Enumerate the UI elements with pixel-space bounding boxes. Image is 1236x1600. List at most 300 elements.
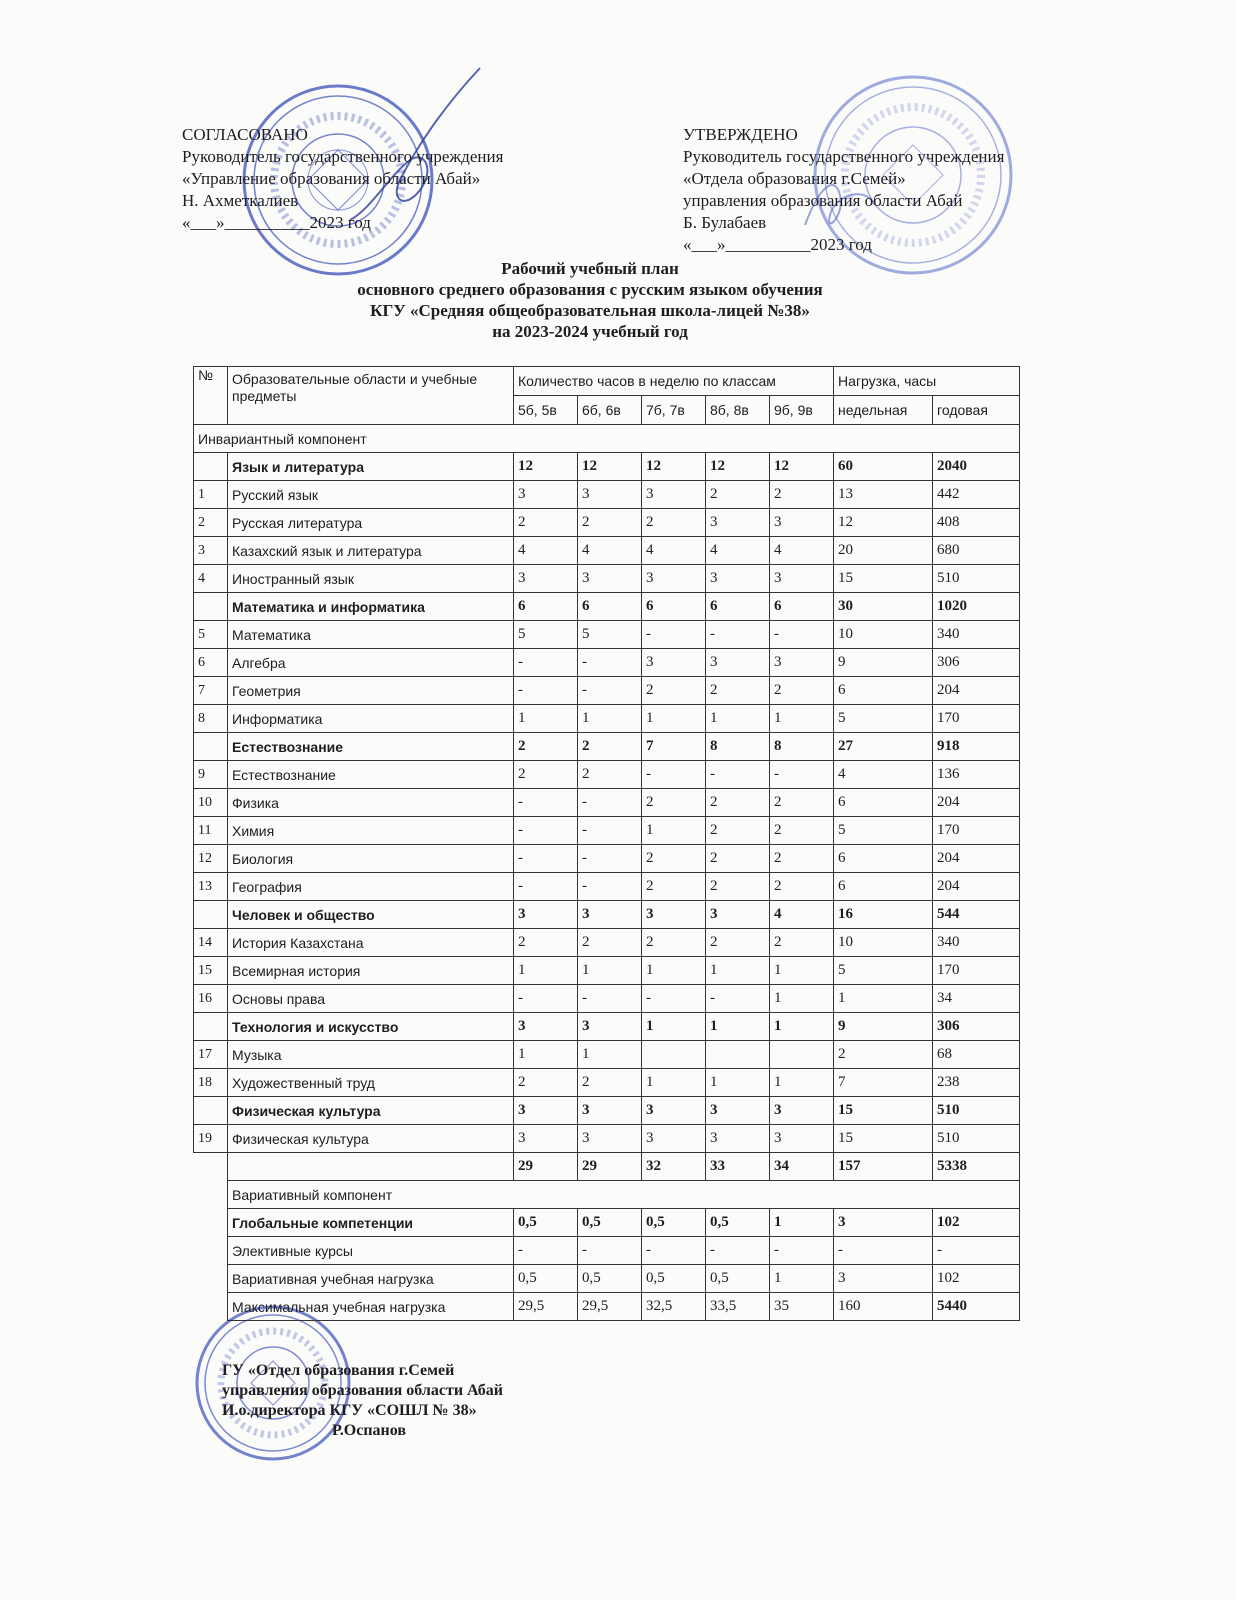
weekly-load-cell: 15 bbox=[834, 1097, 933, 1125]
class-hours-cell: 0,5 bbox=[514, 1265, 578, 1293]
class-hours-cell: 8 bbox=[770, 733, 834, 761]
class-hours-cell: 0,5 bbox=[514, 1209, 578, 1237]
yearly-load-cell: 408 bbox=[933, 509, 1020, 537]
table-row bbox=[194, 621, 1020, 649]
table-row bbox=[194, 929, 1020, 957]
table-row bbox=[194, 1041, 1020, 1069]
class-hours-cell: 6 bbox=[578, 593, 642, 621]
class-hours-cell: 3 bbox=[514, 1013, 578, 1041]
blank-cell bbox=[194, 1237, 228, 1265]
class-hours-cell: 0,5 bbox=[578, 1209, 642, 1237]
variative-row bbox=[194, 1209, 1020, 1237]
row-number: 10 bbox=[194, 789, 228, 817]
header-class: 5б, 5в bbox=[514, 396, 578, 425]
class-hours-cell: 2 bbox=[706, 929, 770, 957]
row-number: 6 bbox=[194, 649, 228, 677]
class-hours-cell: 0,5 bbox=[642, 1209, 706, 1237]
class-hours-cell: 2 bbox=[578, 509, 642, 537]
yearly-load-cell: 442 bbox=[933, 481, 1020, 509]
row-number: 16 bbox=[194, 985, 228, 1013]
header-class: 8б, 8в bbox=[706, 396, 770, 425]
class-hours-cell: 4 bbox=[770, 901, 834, 929]
blank-cell bbox=[194, 1209, 228, 1237]
class-hours-cell: 5 bbox=[514, 621, 578, 649]
row-number: 3 bbox=[194, 537, 228, 565]
class-hours-cell: 29 bbox=[514, 1153, 578, 1181]
approval-heading: СОГЛАСОВАНО bbox=[182, 125, 308, 144]
subject-name: История Казахстана bbox=[228, 929, 514, 957]
subject-name: Язык и литература bbox=[228, 453, 514, 481]
row-number: 14 bbox=[194, 929, 228, 957]
class-hours-cell: 3 bbox=[770, 509, 834, 537]
class-hours-cell: 3 bbox=[578, 901, 642, 929]
row-number: 15 bbox=[194, 957, 228, 985]
approval-organization: «Управление образования области Абай» bbox=[182, 169, 481, 188]
class-hours-cell: 2 bbox=[770, 677, 834, 705]
weekly-load-cell: 160 bbox=[834, 1293, 933, 1321]
footer-signer-line bbox=[222, 1421, 503, 1441]
class-hours-cell: 1 bbox=[578, 957, 642, 985]
table-row bbox=[194, 789, 1020, 817]
weekly-load-cell: 5 bbox=[834, 817, 933, 845]
yearly-load-cell: 204 bbox=[933, 873, 1020, 901]
blank-cell bbox=[194, 1153, 228, 1181]
weekly-load-cell: 2 bbox=[834, 1041, 933, 1069]
class-hours-cell: 29,5 bbox=[578, 1293, 642, 1321]
section-row bbox=[194, 425, 1020, 453]
class-hours-cell: - bbox=[706, 985, 770, 1013]
yearly-load-cell: 306 bbox=[933, 1013, 1020, 1041]
weekly-load-cell: 9 bbox=[834, 649, 933, 677]
table-row bbox=[194, 537, 1020, 565]
row-number bbox=[194, 901, 228, 929]
class-hours-cell: 2 bbox=[706, 789, 770, 817]
class-hours-cell: 0,5 bbox=[642, 1265, 706, 1293]
class-hours-cell: 3 bbox=[770, 649, 834, 677]
weekly-load-cell: 6 bbox=[834, 677, 933, 705]
class-hours-cell: 1 bbox=[770, 1013, 834, 1041]
weekly-load-cell: 13 bbox=[834, 481, 933, 509]
invariant-label: Инвариантный компонент bbox=[194, 425, 1020, 453]
class-hours-cell: 35 bbox=[770, 1293, 834, 1321]
table-row bbox=[194, 481, 1020, 509]
approval-block-right bbox=[683, 124, 1004, 256]
footer-signature-block bbox=[222, 1361, 503, 1441]
variative-label: Вариативный компонент bbox=[228, 1181, 1020, 1209]
subject-name: Вариативная учебная нагрузка bbox=[228, 1265, 514, 1293]
subject-name: Алгебра bbox=[228, 649, 514, 677]
yearly-load-cell: 238 bbox=[933, 1069, 1020, 1097]
weekly-load-cell: 30 bbox=[834, 593, 933, 621]
class-hours-cell: 3 bbox=[770, 1125, 834, 1153]
class-hours-cell: 2 bbox=[642, 789, 706, 817]
row-number: 12 bbox=[194, 845, 228, 873]
class-hours-cell bbox=[706, 1041, 770, 1069]
weekly-load-cell: 3 bbox=[834, 1265, 933, 1293]
class-hours-cell: 2 bbox=[642, 677, 706, 705]
class-hours-cell: - bbox=[770, 1237, 834, 1265]
class-hours-cell: - bbox=[706, 761, 770, 789]
blank-cell bbox=[194, 1293, 228, 1321]
footer-signer: Р.Оспанов bbox=[332, 1422, 406, 1439]
class-hours-cell: 1 bbox=[770, 985, 834, 1013]
header-weekly: недельная bbox=[834, 396, 933, 425]
class-hours-cell: 3 bbox=[706, 649, 770, 677]
weekly-load-cell: 6 bbox=[834, 789, 933, 817]
approval-date: «___»__________2023 год bbox=[683, 235, 872, 254]
subject-name: Художественный труд bbox=[228, 1069, 514, 1097]
class-hours-cell: - bbox=[514, 677, 578, 705]
class-hours-cell: 6 bbox=[514, 593, 578, 621]
class-hours-cell: - bbox=[578, 677, 642, 705]
table-row bbox=[194, 565, 1020, 593]
yearly-load-cell: 68 bbox=[933, 1041, 1020, 1069]
yearly-load-cell: 5338 bbox=[933, 1153, 1020, 1181]
class-hours-cell: 3 bbox=[642, 1125, 706, 1153]
yearly-load-cell: - bbox=[933, 1237, 1020, 1265]
class-hours-cell: 3 bbox=[706, 509, 770, 537]
class-hours-cell: - bbox=[578, 873, 642, 901]
table-row bbox=[194, 1069, 1020, 1097]
yearly-load-cell: 204 bbox=[933, 677, 1020, 705]
yearly-load-cell: 34 bbox=[933, 985, 1020, 1013]
class-hours-cell: - bbox=[514, 985, 578, 1013]
curriculum-table bbox=[193, 366, 1020, 1321]
subject-name: Математика bbox=[228, 621, 514, 649]
table-row bbox=[194, 705, 1020, 733]
class-hours-cell: 3 bbox=[642, 481, 706, 509]
class-hours-cell: - bbox=[578, 845, 642, 873]
area-row bbox=[194, 733, 1020, 761]
class-hours-cell: 1 bbox=[706, 957, 770, 985]
blank-cell bbox=[194, 1265, 228, 1293]
class-hours-cell: 0,5 bbox=[706, 1209, 770, 1237]
title-line: на 2023-2024 учебный год bbox=[492, 322, 688, 341]
class-hours-cell: 1 bbox=[514, 1041, 578, 1069]
yearly-load-cell: 204 bbox=[933, 789, 1020, 817]
class-hours-cell: 2 bbox=[514, 733, 578, 761]
class-hours-cell: 3 bbox=[642, 1097, 706, 1125]
subject-name: Геометрия bbox=[228, 677, 514, 705]
yearly-load-cell: 544 bbox=[933, 901, 1020, 929]
class-hours-cell: 2 bbox=[514, 929, 578, 957]
class-hours-cell: - bbox=[578, 985, 642, 1013]
blank-cell bbox=[194, 1181, 228, 1209]
yearly-load-cell: 306 bbox=[933, 649, 1020, 677]
subject-name: География bbox=[228, 873, 514, 901]
row-number: 18 bbox=[194, 1069, 228, 1097]
area-row bbox=[194, 901, 1020, 929]
class-hours-cell: 0,5 bbox=[578, 1265, 642, 1293]
class-hours-cell: 2 bbox=[642, 929, 706, 957]
yearly-load-cell: 102 bbox=[933, 1209, 1020, 1237]
class-hours-cell: 1 bbox=[770, 705, 834, 733]
yearly-load-cell: 918 bbox=[933, 733, 1020, 761]
class-hours-cell: 2 bbox=[514, 1069, 578, 1097]
table-row bbox=[194, 817, 1020, 845]
subject-name: Химия bbox=[228, 817, 514, 845]
class-hours-cell: 2 bbox=[578, 761, 642, 789]
weekly-load-cell: 10 bbox=[834, 621, 933, 649]
class-hours-cell: 32,5 bbox=[642, 1293, 706, 1321]
class-hours-cell: 3 bbox=[514, 901, 578, 929]
area-row bbox=[194, 593, 1020, 621]
class-hours-cell: 4 bbox=[578, 537, 642, 565]
header-class: 7б, 7в bbox=[642, 396, 706, 425]
approval-person: Б. Булабаев bbox=[683, 213, 767, 232]
yearly-load-cell: 510 bbox=[933, 1125, 1020, 1153]
class-hours-cell: 2 bbox=[706, 873, 770, 901]
row-number: 9 bbox=[194, 761, 228, 789]
variative-row bbox=[194, 1265, 1020, 1293]
class-hours-cell: 1 bbox=[642, 957, 706, 985]
title-line: Рабочий учебный план bbox=[501, 259, 679, 278]
weekly-load-cell: 15 bbox=[834, 1125, 933, 1153]
row-number: 2 bbox=[194, 509, 228, 537]
class-hours-cell: 1 bbox=[642, 1013, 706, 1041]
header-num: № bbox=[194, 367, 228, 425]
subject-name: Музыка bbox=[228, 1041, 514, 1069]
subject-name: Элективные курсы bbox=[228, 1237, 514, 1265]
footer-position: И.о.директора КГУ «СОШЛ № 38» bbox=[222, 1402, 477, 1419]
weekly-load-cell: 157 bbox=[834, 1153, 933, 1181]
class-hours-cell: 4 bbox=[642, 537, 706, 565]
class-hours-cell: 3 bbox=[706, 901, 770, 929]
weekly-load-cell: 5 bbox=[834, 957, 933, 985]
class-hours-cell: 29,5 bbox=[514, 1293, 578, 1321]
yearly-load-cell: 136 bbox=[933, 761, 1020, 789]
yearly-load-cell: 102 bbox=[933, 1265, 1020, 1293]
weekly-load-cell: 4 bbox=[834, 761, 933, 789]
yearly-load-cell: 204 bbox=[933, 845, 1020, 873]
row-number: 8 bbox=[194, 705, 228, 733]
subject-name: Математика и информатика bbox=[228, 593, 514, 621]
yearly-load-cell: 170 bbox=[933, 705, 1020, 733]
footer-organization: ГУ «Отдел образования г.Семей bbox=[222, 1362, 455, 1379]
class-hours-cell: 12 bbox=[770, 453, 834, 481]
weekly-load-cell: 16 bbox=[834, 901, 933, 929]
weekly-load-cell: 1 bbox=[834, 985, 933, 1013]
variative-row bbox=[194, 1293, 1020, 1321]
yearly-load-cell: 2040 bbox=[933, 453, 1020, 481]
class-hours-cell: 6 bbox=[642, 593, 706, 621]
class-hours-cell: 1 bbox=[578, 705, 642, 733]
approval-department: управления образования области Абай bbox=[683, 191, 963, 210]
class-hours-cell: 1 bbox=[514, 705, 578, 733]
row-number: 7 bbox=[194, 677, 228, 705]
class-hours-cell: 2 bbox=[770, 817, 834, 845]
table-row bbox=[194, 649, 1020, 677]
subject-name: Иностранный язык bbox=[228, 565, 514, 593]
class-hours-cell bbox=[770, 1041, 834, 1069]
approval-block-left bbox=[182, 124, 503, 234]
yearly-load-cell: 680 bbox=[933, 537, 1020, 565]
subject-name: Естествознание bbox=[228, 761, 514, 789]
class-hours-cell: 12 bbox=[578, 453, 642, 481]
class-hours-cell: 3 bbox=[642, 649, 706, 677]
class-hours-cell: 3 bbox=[578, 1013, 642, 1041]
class-hours-cell: 34 bbox=[770, 1153, 834, 1181]
class-hours-cell: 1 bbox=[706, 1069, 770, 1097]
class-hours-cell: 2 bbox=[770, 481, 834, 509]
row-number: 11 bbox=[194, 817, 228, 845]
weekly-load-cell: 7 bbox=[834, 1069, 933, 1097]
class-hours-cell: 3 bbox=[770, 565, 834, 593]
area-row bbox=[194, 453, 1020, 481]
class-hours-cell: 1 bbox=[770, 957, 834, 985]
row-number: 17 bbox=[194, 1041, 228, 1069]
weekly-load-cell: 60 bbox=[834, 453, 933, 481]
class-hours-cell: - bbox=[578, 817, 642, 845]
class-hours-cell: 2 bbox=[514, 509, 578, 537]
table-header-row bbox=[194, 367, 1020, 396]
total-row bbox=[194, 1153, 1020, 1181]
subject-name: Технология и искусство bbox=[228, 1013, 514, 1041]
weekly-load-cell: 9 bbox=[834, 1013, 933, 1041]
yearly-load-cell: 170 bbox=[933, 957, 1020, 985]
class-hours-cell: 2 bbox=[642, 873, 706, 901]
class-hours-cell: - bbox=[770, 621, 834, 649]
weekly-load-cell: - bbox=[834, 1237, 933, 1265]
class-hours-cell: 3 bbox=[578, 1097, 642, 1125]
approval-organization: «Отдела образования г.Семей» bbox=[683, 169, 906, 188]
subject-name: Всемирная история bbox=[228, 957, 514, 985]
class-hours-cell: - bbox=[578, 789, 642, 817]
class-hours-cell: 12 bbox=[706, 453, 770, 481]
row-number bbox=[194, 453, 228, 481]
class-hours-cell: 3 bbox=[642, 565, 706, 593]
class-hours-cell: 7 bbox=[642, 733, 706, 761]
header-yearly: годовая bbox=[933, 396, 1020, 425]
header-load: Нагрузка, часы bbox=[834, 367, 1020, 396]
weekly-load-cell: 20 bbox=[834, 537, 933, 565]
row-number bbox=[194, 733, 228, 761]
table-row bbox=[194, 873, 1020, 901]
class-hours-cell: - bbox=[514, 817, 578, 845]
class-hours-cell: 3 bbox=[514, 481, 578, 509]
class-hours-cell: 3 bbox=[514, 1097, 578, 1125]
subject-name: Естествознание bbox=[228, 733, 514, 761]
class-hours-cell: - bbox=[578, 1237, 642, 1265]
class-hours-cell: 33,5 bbox=[706, 1293, 770, 1321]
class-hours-cell: - bbox=[514, 845, 578, 873]
class-hours-cell: 3 bbox=[706, 1097, 770, 1125]
class-hours-cell: 3 bbox=[514, 565, 578, 593]
weekly-load-cell: 6 bbox=[834, 873, 933, 901]
class-hours-cell: 2 bbox=[770, 873, 834, 901]
footer-department: управления образования области Абай bbox=[222, 1382, 504, 1399]
class-hours-cell bbox=[642, 1041, 706, 1069]
class-hours-cell: 1 bbox=[706, 1013, 770, 1041]
approval-position: Руководитель государственного учреждения bbox=[683, 147, 1005, 166]
subject-name: Физическая культура bbox=[228, 1097, 514, 1125]
weekly-load-cell: 15 bbox=[834, 565, 933, 593]
subject-name: Биология bbox=[228, 845, 514, 873]
class-hours-cell: 2 bbox=[514, 761, 578, 789]
table-row bbox=[194, 677, 1020, 705]
document-title bbox=[0, 258, 1180, 342]
title-line: КГУ «Средняя общеобразовательная школа-лицей №38» bbox=[370, 301, 810, 320]
weekly-load-cell: 5 bbox=[834, 705, 933, 733]
yearly-load-cell: 510 bbox=[933, 1097, 1020, 1125]
class-hours-cell: 6 bbox=[770, 593, 834, 621]
class-hours-cell: - bbox=[770, 761, 834, 789]
class-hours-cell: 12 bbox=[642, 453, 706, 481]
row-number: 13 bbox=[194, 873, 228, 901]
class-hours-cell: 2 bbox=[642, 509, 706, 537]
table-row bbox=[194, 985, 1020, 1013]
class-hours-cell: 1 bbox=[642, 1069, 706, 1097]
yearly-load-cell: 510 bbox=[933, 565, 1020, 593]
subject-name: Физическая культура bbox=[228, 1125, 514, 1153]
yearly-load-cell: 1020 bbox=[933, 593, 1020, 621]
class-hours-cell: 3 bbox=[770, 1097, 834, 1125]
header-class: 6б, 6в bbox=[578, 396, 642, 425]
table-row bbox=[194, 509, 1020, 537]
class-hours-cell: - bbox=[514, 789, 578, 817]
yearly-load-cell: 340 bbox=[933, 929, 1020, 957]
class-hours-cell: 1 bbox=[514, 957, 578, 985]
subject-name: Глобальные компетенции bbox=[228, 1209, 514, 1237]
yearly-load-cell: 5440 bbox=[933, 1293, 1020, 1321]
class-hours-cell: 2 bbox=[706, 481, 770, 509]
class-hours-cell: 2 bbox=[706, 845, 770, 873]
row-number bbox=[194, 593, 228, 621]
yearly-load-cell: 170 bbox=[933, 817, 1020, 845]
subject-name: Максимальная учебная нагрузка bbox=[228, 1293, 514, 1321]
subject-name: Информатика bbox=[228, 705, 514, 733]
class-hours-cell: 6 bbox=[706, 593, 770, 621]
subject-name: Физика bbox=[228, 789, 514, 817]
row-number: 4 bbox=[194, 565, 228, 593]
class-hours-cell: - bbox=[578, 649, 642, 677]
class-hours-cell: 2 bbox=[770, 845, 834, 873]
class-hours-cell: 1 bbox=[578, 1041, 642, 1069]
class-hours-cell: 3 bbox=[578, 481, 642, 509]
class-hours-cell: 2 bbox=[706, 677, 770, 705]
class-hours-cell: 1 bbox=[770, 1069, 834, 1097]
class-hours-cell: - bbox=[706, 621, 770, 649]
variative-row bbox=[194, 1237, 1020, 1265]
header-hours-per-week: Количество часов в неделю по классам bbox=[514, 367, 834, 396]
approval-position: Руководитель государственного учреждения bbox=[182, 147, 504, 166]
class-hours-cell: - bbox=[514, 873, 578, 901]
class-hours-cell: 4 bbox=[706, 537, 770, 565]
class-hours-cell: 12 bbox=[514, 453, 578, 481]
class-hours-cell: - bbox=[642, 985, 706, 1013]
class-hours-cell: 2 bbox=[642, 845, 706, 873]
weekly-load-cell: 6 bbox=[834, 845, 933, 873]
class-hours-cell: 1 bbox=[642, 705, 706, 733]
subject-name: Человек и общество bbox=[228, 901, 514, 929]
row-number bbox=[194, 1013, 228, 1041]
class-hours-cell: - bbox=[514, 1237, 578, 1265]
class-hours-cell: 3 bbox=[642, 901, 706, 929]
title-line: основного среднего образования с русским языком обучения bbox=[357, 280, 823, 299]
class-hours-cell: 2 bbox=[578, 1069, 642, 1097]
table-row bbox=[194, 845, 1020, 873]
table-row bbox=[194, 761, 1020, 789]
class-hours-cell: 3 bbox=[514, 1125, 578, 1153]
class-hours-cell: 3 bbox=[706, 565, 770, 593]
subject-name: Русский язык bbox=[228, 481, 514, 509]
class-hours-cell: - bbox=[514, 649, 578, 677]
row-number: 19 bbox=[194, 1125, 228, 1153]
weekly-load-cell: 12 bbox=[834, 509, 933, 537]
weekly-load-cell: 3 bbox=[834, 1209, 933, 1237]
class-hours-cell: 1 bbox=[770, 1265, 834, 1293]
weekly-load-cell: 10 bbox=[834, 929, 933, 957]
